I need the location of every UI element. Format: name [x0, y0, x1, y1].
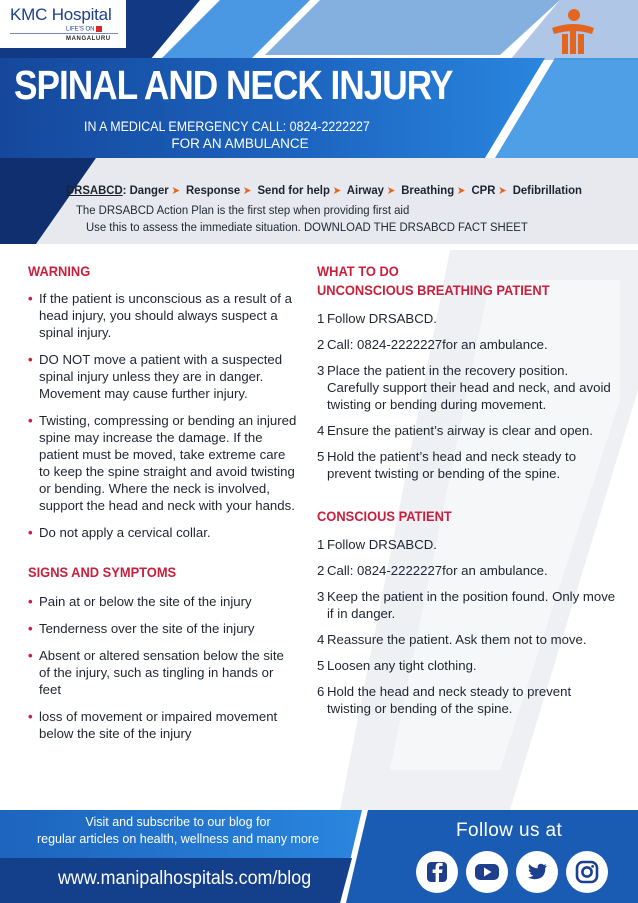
step-item — [317, 336, 617, 353]
logo-city: MANGALURU — [66, 36, 111, 42]
signs-list — [28, 593, 298, 742]
list-item: • DO NOT move a patient with a suspected spinal injury unless they are in danger. Movement may cause further injury. — [28, 351, 298, 402]
drsabcd-step: Airway — [346, 183, 384, 197]
drsabcd-step: Response — [185, 183, 241, 197]
list-item: • Tenderness over the site of the injury — [28, 620, 298, 637]
list-item: • If the patient is unconscious as a result of a head injury, you should always suspect a spinal injury. — [28, 290, 298, 341]
instagram-icon[interactable] — [566, 851, 608, 893]
step-item — [317, 631, 617, 648]
chevron-right-icon: ➤ — [332, 185, 342, 197]
conscious-title: CONSCIOUS PATIENT — [317, 508, 452, 524]
step-number: 2 — [317, 337, 325, 352]
logo-tagline: LIFE'S ON — [66, 26, 102, 33]
signs-title: SIGNS AND SYMPTOMS — [28, 564, 177, 580]
step-text: Follow DRSABCD. — [327, 537, 437, 552]
list-item: • Do not apply a cervical collar. — [28, 524, 298, 541]
drsabcd-description: The DRSABCD Action Plan is the first step when providing first aid — [76, 203, 410, 217]
drsabcd-step: CPR — [471, 183, 496, 197]
step-number: 5 — [317, 449, 325, 464]
left-column — [28, 262, 298, 752]
drsabcd-step: Defibrillation — [512, 183, 582, 197]
step-item — [317, 362, 617, 413]
chevron-right-icon: ➤ — [242, 185, 252, 197]
step-text: Call: 0824-2222227for an ambulance. — [327, 563, 548, 578]
list-item: • Pain at or below the site of the injury — [28, 593, 298, 610]
warning-title: WARNING — [28, 263, 91, 279]
header-banner — [0, 0, 638, 250]
blog-url-link[interactable]: www.manipalhospitals.com/blog — [58, 868, 312, 889]
logo — [0, 0, 126, 48]
page-title: SPINAL AND NECK INJURY — [14, 62, 453, 108]
chevron-right-icon: ➤ — [171, 185, 181, 197]
step-item — [317, 536, 617, 553]
chevron-right-icon: ➤ — [386, 185, 396, 197]
unconscious-title: UNCONSCIOUS BREATHING PATIENT — [317, 282, 550, 298]
step-number: 1 — [317, 537, 325, 552]
blog-invite-line-1: Visit and subscribe to our blog for — [85, 815, 271, 829]
step-text: Call: 0824-2222227for an ambulance. — [327, 337, 548, 352]
flag-icon — [96, 26, 102, 32]
step-item — [317, 562, 617, 579]
step-number: 5 — [317, 658, 325, 673]
what-to-do-title: WHAT TO DO — [317, 263, 399, 279]
step-number: 4 — [317, 423, 325, 438]
hospital-mark-icon — [548, 6, 598, 56]
list-item: • Absent or altered sensation below the site of the injury, such as tingling in hands or feet — [28, 647, 298, 698]
step-text: Place the patient in the recovery position. Carefully support their head and neck, and avoid twisting or bending during movement. — [327, 363, 611, 412]
youtube-icon[interactable] — [466, 851, 508, 893]
drsabcd-step: Send for help — [257, 183, 330, 197]
step-text: Ensure the patient’s airway is clear and open. — [327, 423, 593, 438]
step-item — [317, 448, 617, 482]
chevron-right-icon: ➤ — [498, 185, 507, 197]
drsabcd-label: DRSABCD — [66, 183, 123, 197]
step-item — [317, 422, 617, 439]
conscious-steps — [317, 536, 617, 717]
drsabcd-steps: DRSABCD: Danger ➤ Response ➤ Send for help ➤ Airway ➤ Breathing ➤ CPR ➤ Defibrillation — [66, 183, 582, 197]
emergency-call-line: IN A MEDICAL EMERGENCY CALL: 0824-2222227 — [84, 119, 370, 134]
step-number: 3 — [317, 589, 325, 604]
logo-divider — [10, 33, 118, 34]
step-text: Keep the patient in the position found. Only move if in danger. — [327, 589, 616, 621]
step-text: Loosen any tight clothing. — [327, 658, 477, 673]
list-item: • loss of movement or impaired movement below the site of the injury — [28, 708, 298, 742]
step-number: 6 — [317, 684, 325, 699]
step-text: Follow DRSABCD. — [327, 311, 437, 326]
step-text: Reassure the patient. Ask them not to move. — [327, 632, 587, 647]
step-text: Hold the patient’s head and neck steady to prevent twisting or bending of the spine. — [327, 449, 577, 481]
facebook-icon[interactable] — [416, 851, 458, 893]
step-number: 4 — [317, 632, 325, 647]
step-number: 2 — [317, 563, 325, 578]
step-item — [317, 657, 617, 674]
emergency-call-line-2: FOR AN AMBULANCE — [171, 136, 309, 151]
step-item — [317, 588, 617, 622]
step-number: 3 — [317, 363, 325, 378]
blog-invite-line-2: regular articles on health, wellness and many more — [36, 832, 320, 846]
step-number: 1 — [317, 311, 325, 326]
warning-list — [28, 290, 298, 541]
drsabcd-step: Breathing — [401, 183, 455, 197]
drsabcd-step: Danger — [129, 183, 169, 197]
unconscious-steps — [317, 310, 617, 482]
logo-name: KMC Hospital — [10, 5, 112, 24]
step-item — [317, 310, 617, 327]
step-item — [317, 683, 617, 717]
step-text: Hold the head and neck steady to prevent twisting or bending of the spine. — [327, 684, 572, 716]
twitter-icon[interactable] — [516, 851, 558, 893]
follow-us-label: Follow us at — [456, 820, 563, 841]
chevron-right-icon: ➤ — [456, 185, 466, 197]
drsabcd-download-link[interactable]: Use this to assess the immediate situation. DOWNLOAD THE DRSABCD FACT SHEET — [86, 220, 528, 234]
list-item: • Twisting, compressing or bending an injured spine may increase the damage. If the patient must be moved, take extreme care to keep the spine straight and avoid twisting or bending. Where the neck is involved, support the head and neck with your hands. — [28, 412, 298, 514]
right-column — [317, 262, 617, 726]
